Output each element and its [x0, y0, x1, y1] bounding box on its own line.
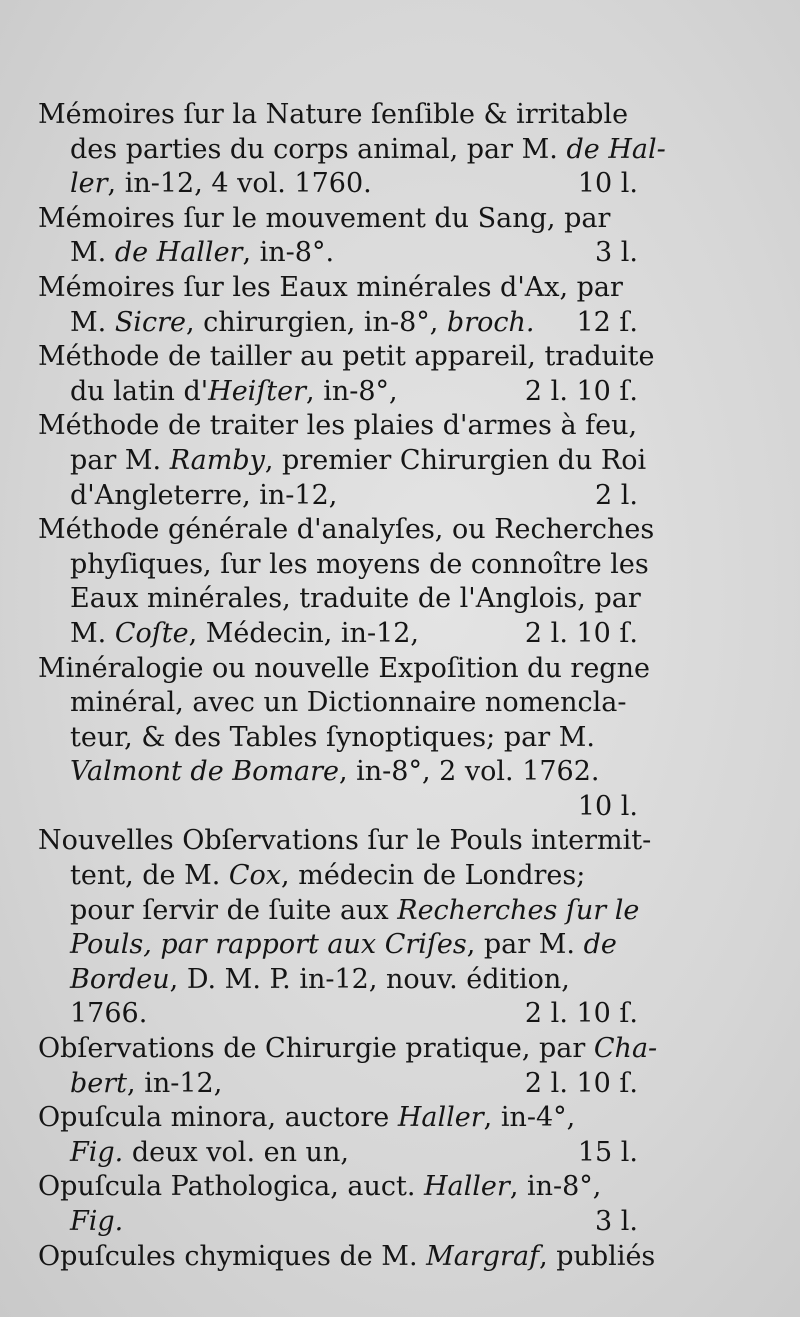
- entry-line-text: [38, 1170, 601, 1205]
- entry-line-text: [70, 1067, 222, 1102]
- text-segment: , in-8°,: [509, 1171, 602, 1203]
- entry-price: 12 ſ.: [576, 306, 638, 338]
- italic-text: de Hal-: [566, 133, 666, 165]
- entry-line: [38, 306, 638, 341]
- text-segment: Mémoires ſur la Nature ſenſible & irritable: [38, 99, 629, 130]
- entry-line: [38, 133, 666, 168]
- italic-text: Pouls, par rapport aux Criſes: [70, 929, 467, 961]
- entry-line: [38, 1136, 638, 1171]
- entry-line: [38, 1240, 656, 1275]
- text-segment: , publiés: [539, 1240, 656, 1272]
- entry-line-text: [38, 409, 637, 444]
- entry-price: 3 l.: [595, 1206, 638, 1237]
- entry-line: [38, 1170, 638, 1205]
- entry-line: [38, 513, 655, 548]
- text-segment: Opuſcula Pathologica, auct.: [38, 1171, 424, 1203]
- entry-line: [38, 652, 650, 687]
- italic-text: Haller: [424, 1171, 510, 1203]
- entry-line-text: [38, 1240, 655, 1275]
- entry-line: [38, 617, 638, 652]
- italic-text: Haller: [397, 1102, 484, 1134]
- italic-text: Bordeu: [70, 963, 170, 995]
- text-segment: , chirurgien, in-8°,: [185, 306, 447, 338]
- text-segment: , par M.: [466, 929, 584, 961]
- entry-line-text: [70, 997, 147, 1032]
- entry-price: 3 l.: [595, 237, 638, 269]
- text-segment: , D. M. P. in-12, nouv. édition,: [169, 963, 570, 995]
- italic-text: Fig.: [70, 1206, 124, 1237]
- entry-line-text: [70, 617, 419, 652]
- entry-line-text: [70, 444, 646, 479]
- text-segment: Nouvelles Obſervations ſur le Pouls intermit-: [38, 825, 652, 857]
- entry-line: [38, 479, 638, 514]
- catalog-entry: [38, 271, 638, 340]
- catalog-entry: [38, 340, 655, 409]
- text-segment: , Médecin, in-12,: [188, 617, 420, 649]
- entry-line-text: [70, 928, 617, 963]
- entry-line: [38, 859, 638, 894]
- entry-line-text: [70, 582, 641, 617]
- catalog-entry: [38, 98, 666, 202]
- italic-text: Valmont de Bomare: [70, 756, 339, 788]
- text-segment: deux vol. en un,: [123, 1136, 349, 1168]
- text-segment: , in-4°,: [483, 1102, 576, 1134]
- entry-line-text: [70, 859, 585, 894]
- entry-price: 2 l. 10 ſ.: [524, 617, 638, 649]
- text-segment: M.: [70, 617, 115, 649]
- entry-line-text: [70, 1205, 123, 1240]
- text-segment: tent, de M.: [70, 860, 229, 892]
- entry-line: [38, 375, 638, 410]
- text-segment: , in-8°.: [242, 237, 335, 269]
- text-segment: M.: [70, 237, 115, 269]
- entry-line-text: [70, 548, 649, 583]
- text-segment: des parties du corps animal, par M.: [70, 133, 567, 165]
- catalog-entry: [38, 824, 652, 1032]
- text-segment: , in-8°, 2 vol. 1762.: [338, 756, 600, 788]
- entry-line-text: [38, 98, 628, 133]
- entry-line: [38, 444, 647, 479]
- text-segment: Obſervations de Chirurgie pratique, par: [38, 1033, 594, 1065]
- text-segment: Méthode générale d'analyſes, ou Recherches: [38, 514, 655, 546]
- text-segment: Minéralogie ou nouvelle Expoſition du regne: [38, 652, 650, 684]
- entry-line-text: [70, 306, 534, 341]
- italic-text: de Haller: [114, 237, 243, 269]
- catalog-entry: [38, 1032, 658, 1101]
- italic-text: Cox: [228, 860, 282, 892]
- text-segment: d'Angleterre, in-12,: [70, 479, 338, 511]
- italic-text: Sicre: [114, 306, 186, 338]
- entry-line-text: [38, 652, 650, 687]
- text-segment: par M.: [70, 444, 170, 476]
- entry-line: [38, 167, 638, 202]
- text-segment: teur, & des Tables ſynoptiques; par M.: [70, 721, 595, 753]
- italic-text: broch.: [446, 306, 535, 338]
- entry-line-text: [70, 375, 398, 410]
- italic-text: Cha-: [593, 1033, 658, 1065]
- entry-line: [38, 1205, 638, 1240]
- text-segment: Eaux minérales, traduite de l'Anglois, par: [70, 583, 641, 615]
- italic-text: Fig.: [70, 1136, 124, 1168]
- entry-line: [38, 894, 638, 929]
- text-segment: du latin d': [70, 375, 209, 407]
- text-segment: 1766.: [70, 998, 148, 1030]
- text-segment: minéral, avec un Dictionnaire nomencla-: [70, 687, 627, 719]
- entry-line: [38, 824, 652, 859]
- text-segment: M.: [70, 306, 115, 338]
- entry-price: 15 l.: [577, 1136, 638, 1168]
- italic-text: ler: [70, 168, 108, 200]
- entry-line-text: [70, 894, 639, 929]
- italic-text: bert: [70, 1067, 128, 1099]
- entry-line-text: [70, 167, 372, 202]
- entry-line: [38, 963, 638, 998]
- entry-line-text: [38, 271, 623, 306]
- entry-line: [38, 340, 655, 375]
- entry-line: [38, 790, 638, 825]
- entry-line: [38, 1101, 638, 1136]
- text-segment: Opuſcules chymiques de M.: [38, 1240, 427, 1272]
- italic-text: Recherches ſur le: [397, 894, 640, 926]
- entry-line-text: [38, 340, 654, 375]
- entry-price: 10 l.: [577, 790, 638, 822]
- text-segment: phyſiques, ſur les moyens de connoître les: [70, 548, 649, 580]
- text-segment: Méthode de tailler au petit appareil, traduite: [38, 341, 655, 373]
- entry-line: [38, 1067, 638, 1102]
- catalog-entry: [38, 1170, 638, 1239]
- entry-price: 2 l. 10 ſ.: [524, 1067, 638, 1099]
- entry-line: [38, 755, 638, 790]
- entry-line-text: [70, 1136, 349, 1171]
- text-segment: , médecin de Londres;: [281, 860, 586, 892]
- entry-line-text: [38, 824, 651, 859]
- entry-line-text: [70, 236, 334, 271]
- entry-line: [38, 98, 638, 133]
- entry-line: [38, 997, 638, 1032]
- entry-price: 2 l.: [595, 479, 638, 511]
- text-segment: , premier Chirurgien du Roi: [264, 444, 647, 476]
- text-segment: , in-12,: [127, 1067, 223, 1099]
- entry-line: [38, 409, 638, 444]
- entry-line-text: [70, 963, 570, 998]
- entry-line: [38, 1032, 658, 1067]
- text-segment: Opuſcula minora, auctore: [38, 1102, 398, 1134]
- italic-text: de: [583, 929, 617, 961]
- catalog-entry: [38, 652, 650, 825]
- text-segment: , in-12, 4 vol. 1760.: [107, 168, 372, 200]
- entry-line: [38, 271, 638, 306]
- entry-line-text: [70, 755, 600, 790]
- catalog-list: [38, 98, 666, 1274]
- entry-line: [38, 236, 638, 271]
- italic-text: Coſte: [114, 617, 189, 649]
- entry-line: [38, 548, 649, 583]
- entry-line-text: [70, 133, 666, 168]
- catalog-entry: [38, 1101, 638, 1170]
- italic-text: Heiſter: [208, 375, 307, 407]
- entry-line-text: [38, 513, 654, 548]
- text-segment: Mémoires ſur le mouvement du Sang, par: [38, 202, 611, 234]
- entry-line-text: [38, 202, 610, 237]
- text-segment: Méthode de traiter les plaies d'armes à feu,: [38, 410, 638, 442]
- catalog-entry: [38, 202, 638, 271]
- italic-text: Ramby: [169, 444, 265, 476]
- entry-price: 10 l.: [577, 168, 638, 200]
- catalog-entry: [38, 513, 655, 651]
- text-segment: pour ſervir de ſuite aux: [70, 894, 398, 926]
- italic-text: Margraf: [426, 1240, 540, 1272]
- catalog-entry: [38, 1240, 656, 1275]
- text-segment: Mémoires ſur les Eaux minérales d'Ax, par: [38, 271, 623, 303]
- entry-line-text: [70, 479, 337, 514]
- catalog-entry: [38, 409, 647, 513]
- entry-line: [38, 928, 638, 963]
- entry-price: 2 l. 10 ſ.: [524, 375, 638, 407]
- text-segment: , in-8°,: [306, 375, 398, 407]
- entry-line-text: [38, 1101, 575, 1136]
- entry-line: [38, 202, 638, 237]
- entry-line: [38, 686, 638, 721]
- entry-line-text: [70, 721, 595, 756]
- entry-line-text: [38, 1032, 657, 1067]
- entry-price: 2 l. 10 ſ.: [524, 998, 638, 1030]
- entry-line: [38, 721, 638, 756]
- entry-line: [38, 582, 641, 617]
- entry-line-text: [70, 686, 627, 721]
